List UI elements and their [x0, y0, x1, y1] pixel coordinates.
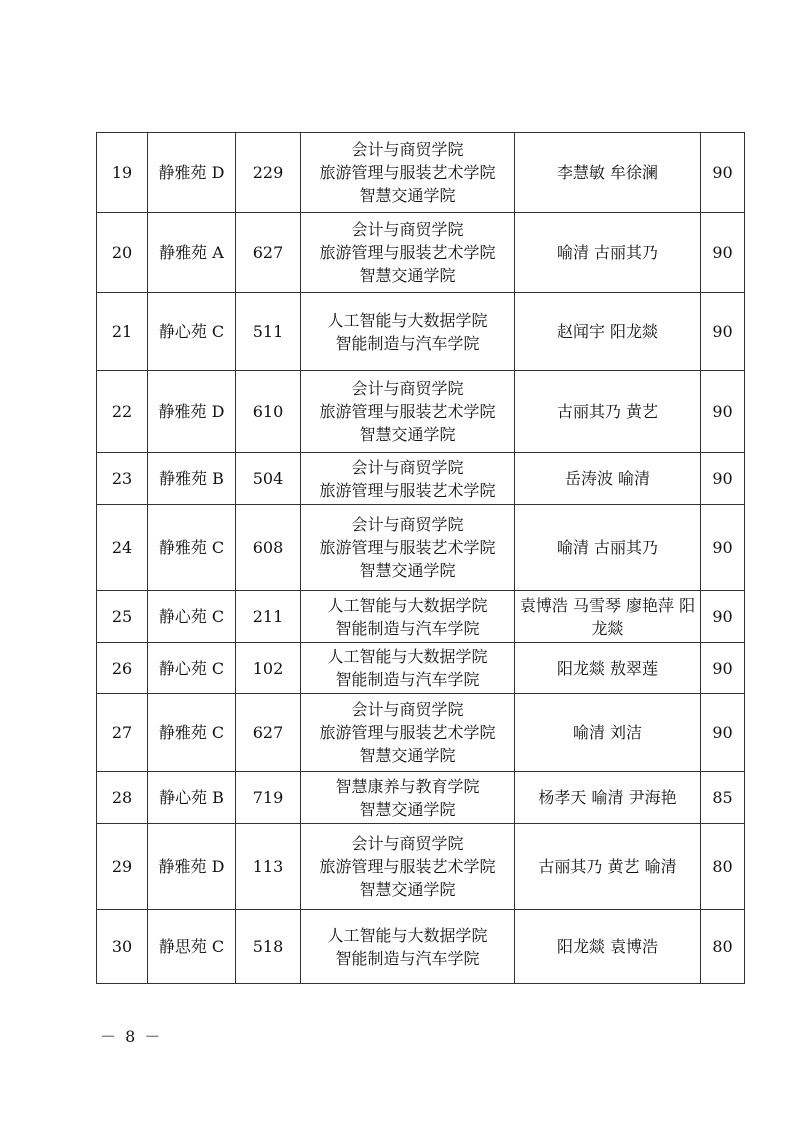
score-cell: 90 [701, 505, 745, 591]
table-row [97, 133, 745, 213]
college-name: 会计与商贸学院 [351, 515, 464, 534]
score-cell: 90 [701, 213, 745, 293]
room-number-cell: 719 [236, 772, 301, 824]
college-name: 智能制造与汽车学院 [335, 948, 480, 968]
colleges-cell [301, 910, 515, 984]
college-name: 旅游管理与服装艺术学院 [319, 538, 496, 557]
college-name: 智慧交通学院 [359, 186, 456, 205]
staff-names-cell: 阳龙燚 袁博浩 [515, 910, 701, 984]
college-name: 智能制造与汽车学院 [335, 618, 480, 638]
score-cell: 80 [701, 824, 745, 910]
college-name: 智慧交通学院 [359, 425, 456, 444]
score-cell: 90 [701, 643, 745, 694]
score-cell: 80 [701, 910, 745, 984]
building-cell: 静雅苑 C [148, 694, 236, 772]
colleges-cell [301, 591, 515, 643]
college-name: 人工智能与大数据学院 [327, 595, 488, 615]
room-number-cell: 113 [236, 824, 301, 910]
college-name: 会计与商贸学院 [351, 834, 464, 853]
table-row [97, 371, 745, 453]
dormitory-score-table [96, 132, 745, 984]
college-name: 旅游管理与服装艺术学院 [319, 243, 496, 262]
room-number-cell: 102 [236, 643, 301, 694]
row-number-cell: 26 [97, 643, 148, 694]
college-name: 旅游管理与服装艺术学院 [319, 163, 496, 182]
table-row [97, 505, 745, 591]
table-row [97, 453, 745, 505]
room-number-cell: 627 [236, 213, 301, 293]
room-number-cell: 518 [236, 910, 301, 984]
table-row [97, 824, 745, 910]
score-cell: 90 [701, 591, 745, 643]
college-name: 旅游管理与服装艺术学院 [319, 723, 496, 742]
score-cell: 90 [701, 133, 745, 213]
staff-names-cell: 喻清 古丽其乃 [515, 213, 701, 293]
college-name: 旅游管理与服装艺术学院 [319, 402, 496, 421]
score-cell: 85 [701, 772, 745, 824]
college-name: 旅游管理与服装艺术学院 [319, 480, 496, 500]
row-number-cell: 19 [97, 133, 148, 213]
staff-names-cell: 杨孝天 喻清 尹海艳 [515, 772, 701, 824]
staff-names-cell: 古丽其乃 黄艺 喻清 [515, 824, 701, 910]
building-cell: 静心苑 C [148, 643, 236, 694]
row-number-cell: 20 [97, 213, 148, 293]
college-name: 会计与商贸学院 [351, 220, 464, 239]
colleges-cell [301, 453, 515, 505]
college-name: 人工智能与大数据学院 [327, 647, 488, 666]
college-name: 智慧交通学院 [359, 880, 456, 899]
college-name: 人工智能与大数据学院 [327, 925, 488, 945]
building-cell: 静心苑 C [148, 591, 236, 643]
college-name: 会计与商贸学院 [351, 140, 464, 159]
college-name: 智慧交通学院 [359, 266, 456, 285]
staff-names-cell: 岳涛波 喻清 [515, 453, 701, 505]
staff-names-cell: 李慧敏 牟徐澜 [515, 133, 701, 213]
college-name: 智能制造与汽车学院 [335, 670, 480, 689]
table-body [97, 133, 745, 984]
row-number-cell: 25 [97, 591, 148, 643]
table-row [97, 910, 745, 984]
college-name: 会计与商贸学院 [351, 700, 464, 719]
building-cell: 静心苑 C [148, 293, 236, 371]
colleges-cell [301, 643, 515, 694]
college-name: 会计与商贸学院 [351, 379, 464, 398]
room-number-cell: 504 [236, 453, 301, 505]
college-name: 旅游管理与服装艺术学院 [319, 857, 496, 876]
colleges-cell [301, 293, 515, 371]
table-row [97, 591, 745, 643]
table-row [97, 293, 745, 371]
table-row [97, 213, 745, 293]
college-name: 智慧康养与教育学院 [335, 776, 480, 796]
building-cell: 静雅苑 D [148, 371, 236, 453]
row-number-cell: 28 [97, 772, 148, 824]
college-name: 智能制造与汽车学院 [335, 333, 480, 353]
colleges-cell [301, 824, 515, 910]
table-row [97, 772, 745, 824]
room-number-cell: 229 [236, 133, 301, 213]
room-number-cell: 627 [236, 694, 301, 772]
colleges-cell [301, 505, 515, 591]
row-number-cell: 29 [97, 824, 148, 910]
table-row [97, 643, 745, 694]
colleges-cell [301, 772, 515, 824]
row-number-cell: 23 [97, 453, 148, 505]
page-number: － 8 － [100, 1027, 163, 1046]
college-name: 智慧交通学院 [359, 561, 456, 580]
room-number-cell: 211 [236, 591, 301, 643]
building-cell: 静心苑 B [148, 772, 236, 824]
college-name: 人工智能与大数据学院 [327, 310, 488, 330]
room-number-cell: 610 [236, 371, 301, 453]
building-cell: 静雅苑 A [148, 213, 236, 293]
staff-names-cell: 喻清 古丽其乃 [515, 505, 701, 591]
colleges-cell [301, 133, 515, 213]
staff-names-cell: 阳龙燚 敖翠莲 [515, 643, 701, 694]
colleges-cell [301, 694, 515, 772]
score-cell: 90 [701, 371, 745, 453]
staff-names-cell: 袁博浩 马雪琴 廖艳萍 阳龙燚 [515, 591, 701, 643]
building-cell: 静雅苑 C [148, 505, 236, 591]
room-number-cell: 608 [236, 505, 301, 591]
row-number-cell: 27 [97, 694, 148, 772]
college-name: 智慧交通学院 [359, 746, 456, 765]
building-cell: 静雅苑 D [148, 133, 236, 213]
score-cell: 90 [701, 293, 745, 371]
row-number-cell: 30 [97, 910, 148, 984]
colleges-cell [301, 213, 515, 293]
building-cell: 静雅苑 D [148, 824, 236, 910]
college-name: 会计与商贸学院 [351, 457, 464, 477]
score-cell: 90 [701, 453, 745, 505]
colleges-cell [301, 371, 515, 453]
row-number-cell: 21 [97, 293, 148, 371]
room-number-cell: 511 [236, 293, 301, 371]
table-row [97, 694, 745, 772]
building-cell: 静思苑 C [148, 910, 236, 984]
staff-names-cell: 古丽其乃 黄艺 [515, 371, 701, 453]
staff-names-cell: 喻清 刘洁 [515, 694, 701, 772]
row-number-cell: 24 [97, 505, 148, 591]
score-cell: 90 [701, 694, 745, 772]
row-number-cell: 22 [97, 371, 148, 453]
staff-names-cell: 赵闻宇 阳龙燚 [515, 293, 701, 371]
college-name: 智慧交通学院 [359, 799, 456, 819]
building-cell: 静雅苑 B [148, 453, 236, 505]
